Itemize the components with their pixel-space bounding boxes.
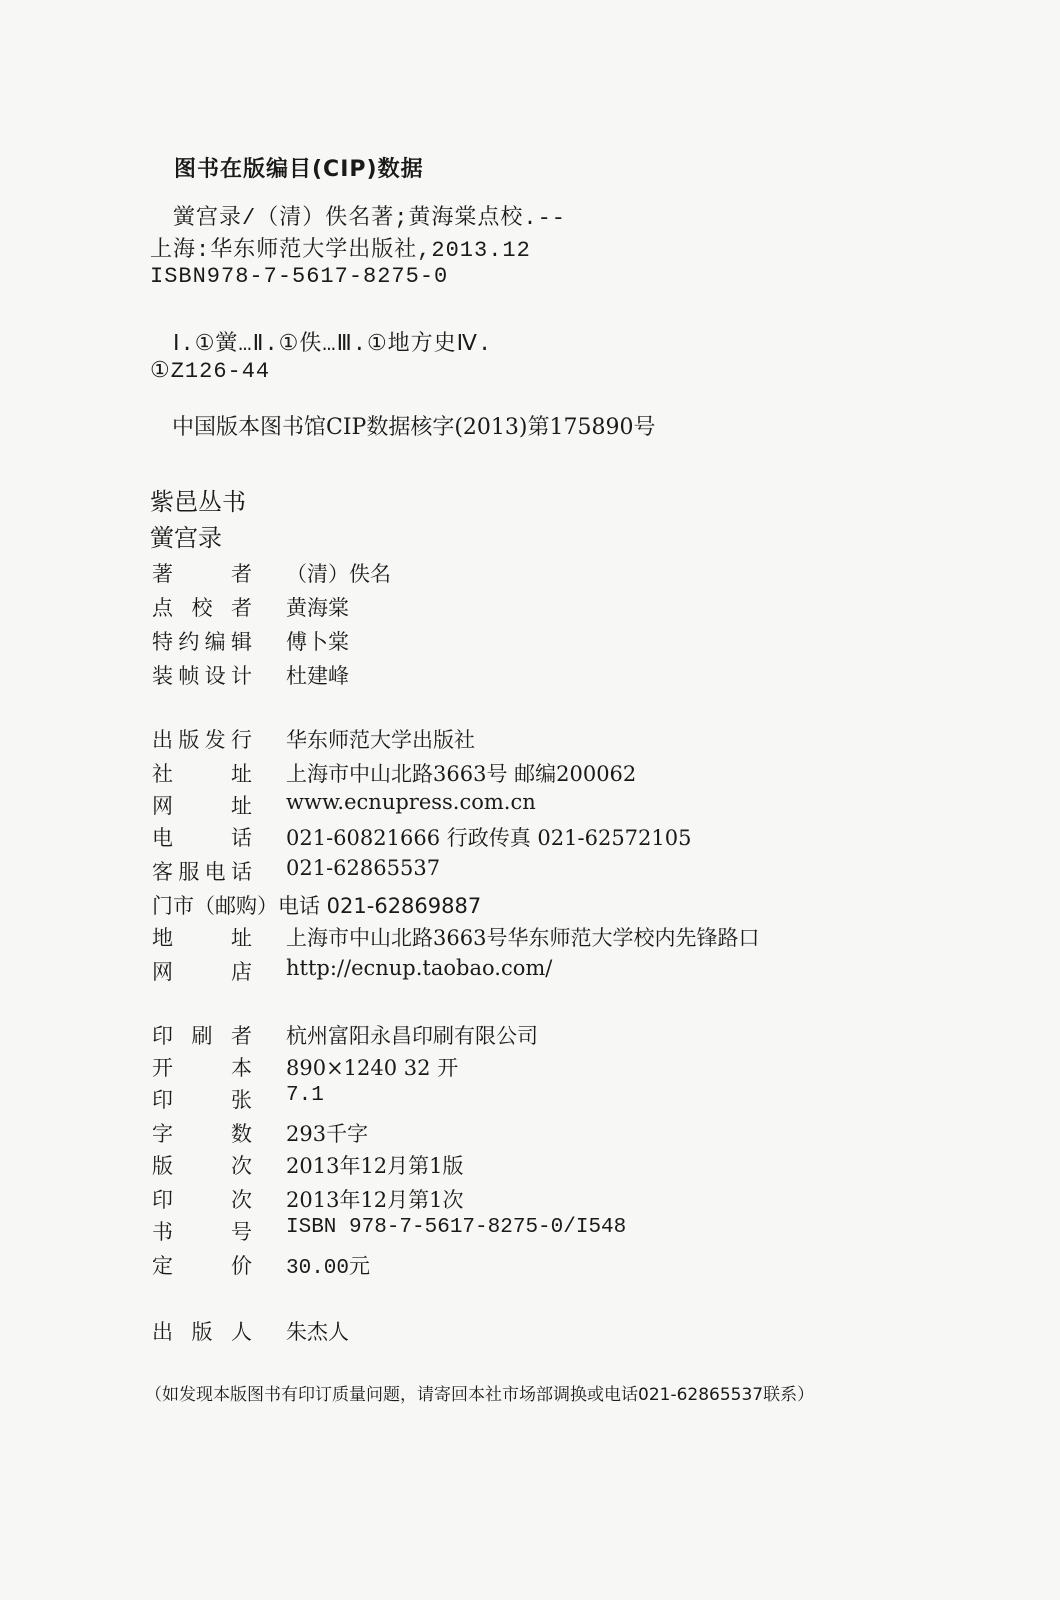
- printing-label: 印 次: [152, 1188, 252, 1212]
- publisher-person-label: 出 版 人: [152, 1320, 252, 1344]
- printing-value: 2013年12月第1次: [286, 1188, 464, 1212]
- printing-value: 杭州富阳永昌印刷有限公司: [286, 1024, 538, 1048]
- printing-label: 印 刷 者: [152, 1024, 252, 1048]
- printing-value: 2013年12月第1版: [286, 1154, 464, 1178]
- printing-price: 30.00元: [286, 1257, 371, 1280]
- publisher-service-phone: 021-62865537: [286, 856, 441, 880]
- series-name: 紫邑丛书: [150, 488, 246, 516]
- publisher-online-store: http://ecnup.taobao.com/: [286, 956, 553, 980]
- publisher-label: 地 址: [152, 926, 252, 950]
- credit-value: 傅卜棠: [286, 630, 349, 654]
- publisher-label: 网 址: [152, 794, 252, 818]
- credit-value: 黄海棠: [286, 596, 349, 620]
- cip-line-4: Ⅰ.①黉…Ⅱ.①佚…Ⅲ.①地方史Ⅳ.: [150, 332, 493, 357]
- printing-label: 定 价: [152, 1254, 252, 1278]
- printing-value: 890×1240 32 开: [286, 1056, 459, 1080]
- publisher-value: 上海市中山北路3663号 邮编200062: [286, 762, 637, 786]
- printing-value: 7.1: [286, 1084, 324, 1107]
- cip-line-3: ISBN978-7-5617-8275-0: [150, 264, 449, 289]
- cip-line-2: 上海:华东师范大学出版社,2013.12: [150, 238, 531, 263]
- credit-label: 著 者: [152, 562, 252, 586]
- publisher-person-value: 朱杰人: [286, 1320, 349, 1344]
- credit-value: 杜建峰: [286, 664, 349, 688]
- publisher-website: www.ecnupress.com.cn: [286, 790, 536, 814]
- cip-check-number: 中国版本图书馆CIP数据核字(2013)第175890号: [172, 415, 656, 440]
- publisher-retail-address: 上海市中山北路3663号华东师范大学校内先锋路口: [286, 926, 760, 950]
- publisher-phone: 021-60821666 行政传真 021-62572105: [286, 826, 692, 850]
- publisher-label: 出 版 发 行: [152, 728, 252, 752]
- printing-label: 印 张: [152, 1088, 252, 1112]
- cip-title: 图书在版编目(CIP)数据: [174, 157, 424, 182]
- printing-isbn: ISBN 978-7-5617-8275-0/I548: [286, 1216, 627, 1239]
- credit-value: （清）佚名: [286, 562, 391, 586]
- publisher-label: 客 服 电 话: [152, 860, 252, 884]
- publisher-retail-phone: 门市（邮购）电话 021-62869887: [152, 894, 482, 918]
- footer-note: （如发现本版图书有印订质量问题，请寄回本社市场部调换或电话021-62865537联系）: [145, 1385, 815, 1405]
- credit-label: 点 校 者: [152, 596, 252, 620]
- credit-label: 装 帧 设 计: [152, 664, 252, 688]
- publisher-label: 社 址: [152, 762, 252, 786]
- printing-label: 书 号: [152, 1220, 252, 1244]
- cip-line-1: 黉宫录/（清）佚名著;黄海棠点校.--: [150, 206, 567, 231]
- printing-label: 版 次: [152, 1154, 252, 1178]
- printing-value: 293千字: [286, 1122, 369, 1146]
- printing-label: 字 数: [152, 1122, 252, 1146]
- cip-line-5: ①Z126-44: [150, 359, 271, 384]
- publisher-value: 华东师范大学出版社: [286, 728, 475, 752]
- printing-label: 开 本: [152, 1056, 252, 1080]
- credit-label: 特 约 编 辑: [152, 630, 252, 654]
- book-title: 黉宫录: [150, 524, 222, 552]
- publisher-label: 网 店: [152, 960, 252, 984]
- publisher-label: 电 话: [152, 826, 252, 850]
